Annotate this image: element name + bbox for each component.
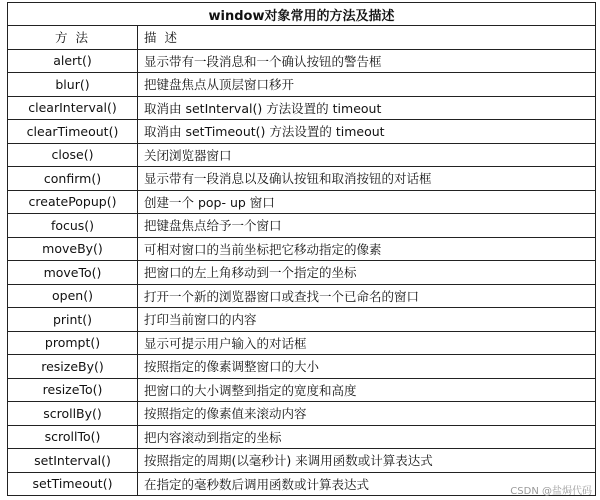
description-cell: 可相对窗口的当前坐标把它移动指定的像素 [138, 237, 596, 261]
table-row [8, 449, 596, 473]
table-row [8, 49, 596, 73]
method-cell: setInterval() [8, 449, 138, 473]
description-cell: 显示可提示用户输入的对话框 [138, 331, 596, 355]
table-row [8, 261, 596, 285]
method-cell: focus() [8, 214, 138, 238]
table-row [8, 237, 596, 261]
description-cell: 在指定的毫秒数后调用函数或计算表达式 [138, 472, 596, 496]
table-row [8, 167, 596, 191]
method-cell: alert() [8, 49, 138, 73]
table-row [8, 284, 596, 308]
table-row [8, 120, 596, 144]
description-cell: 把窗口的左上角移动到一个指定的坐标 [138, 261, 596, 285]
table-row [8, 378, 596, 402]
description-cell: 打印当前窗口的内容 [138, 308, 596, 332]
header-description: 描 述 [138, 26, 596, 50]
description-cell: 显示带有一段消息和一个确认按钮的警告框 [138, 49, 596, 73]
table-row [8, 190, 596, 214]
description-cell: 按照指定的像素调整窗口的大小 [138, 355, 596, 379]
method-cell: scrollBy() [8, 402, 138, 426]
description-cell: 创建一个 pop- up 窗口 [138, 190, 596, 214]
table-title-row [8, 3, 596, 26]
method-cell: createPopup() [8, 190, 138, 214]
method-cell: moveTo() [8, 261, 138, 285]
table-row [8, 355, 596, 379]
method-cell: close() [8, 143, 138, 167]
table-row [8, 96, 596, 120]
method-cell: resizeBy() [8, 355, 138, 379]
method-cell: prompt() [8, 331, 138, 355]
method-cell: clearTimeout() [8, 120, 138, 144]
method-cell: moveBy() [8, 237, 138, 261]
table-body [8, 49, 596, 496]
table-row [8, 472, 596, 496]
table-header-row [8, 26, 596, 50]
method-cell: scrollTo() [8, 425, 138, 449]
method-cell: clearInterval() [8, 96, 138, 120]
description-cell: 取消由 setInterval() 方法设置的 timeout [138, 96, 596, 120]
description-cell: 把键盘焦点给予一个窗口 [138, 214, 596, 238]
methods-table-container [7, 2, 595, 496]
header-method: 方 法 [8, 26, 138, 50]
description-cell: 按照指定的周期(以毫秒计) 来调用函数或计算表达式 [138, 449, 596, 473]
table-row [8, 73, 596, 97]
description-cell: 打开一个新的浏览器窗口或查找一个已命名的窗口 [138, 284, 596, 308]
method-cell: resizeTo() [8, 378, 138, 402]
table-row [8, 308, 596, 332]
method-cell: setTimeout() [8, 472, 138, 496]
description-cell: 把键盘焦点从顶层窗口移开 [138, 73, 596, 97]
method-cell: blur() [8, 73, 138, 97]
description-cell: 把窗口的大小调整到指定的宽度和高度 [138, 378, 596, 402]
description-cell: 按照指定的像素值来滚动内容 [138, 402, 596, 426]
table-row [8, 402, 596, 426]
table-row [8, 214, 596, 238]
method-cell: print() [8, 308, 138, 332]
table-row [8, 425, 596, 449]
table-row [8, 143, 596, 167]
method-cell: confirm() [8, 167, 138, 191]
description-cell: 显示带有一段消息以及确认按钮和取消按钮的对话框 [138, 167, 596, 191]
description-cell: 把内容滚动到指定的坐标 [138, 425, 596, 449]
description-cell: 关闭浏览器窗口 [138, 143, 596, 167]
table-title: window对象常用的方法及描述 [8, 3, 596, 26]
method-cell: open() [8, 284, 138, 308]
description-cell: 取消由 setTimeout() 方法设置的 timeout [138, 120, 596, 144]
methods-table [7, 2, 596, 496]
watermark: CSDN @盐焗代码 [510, 486, 592, 497]
table-row [8, 331, 596, 355]
